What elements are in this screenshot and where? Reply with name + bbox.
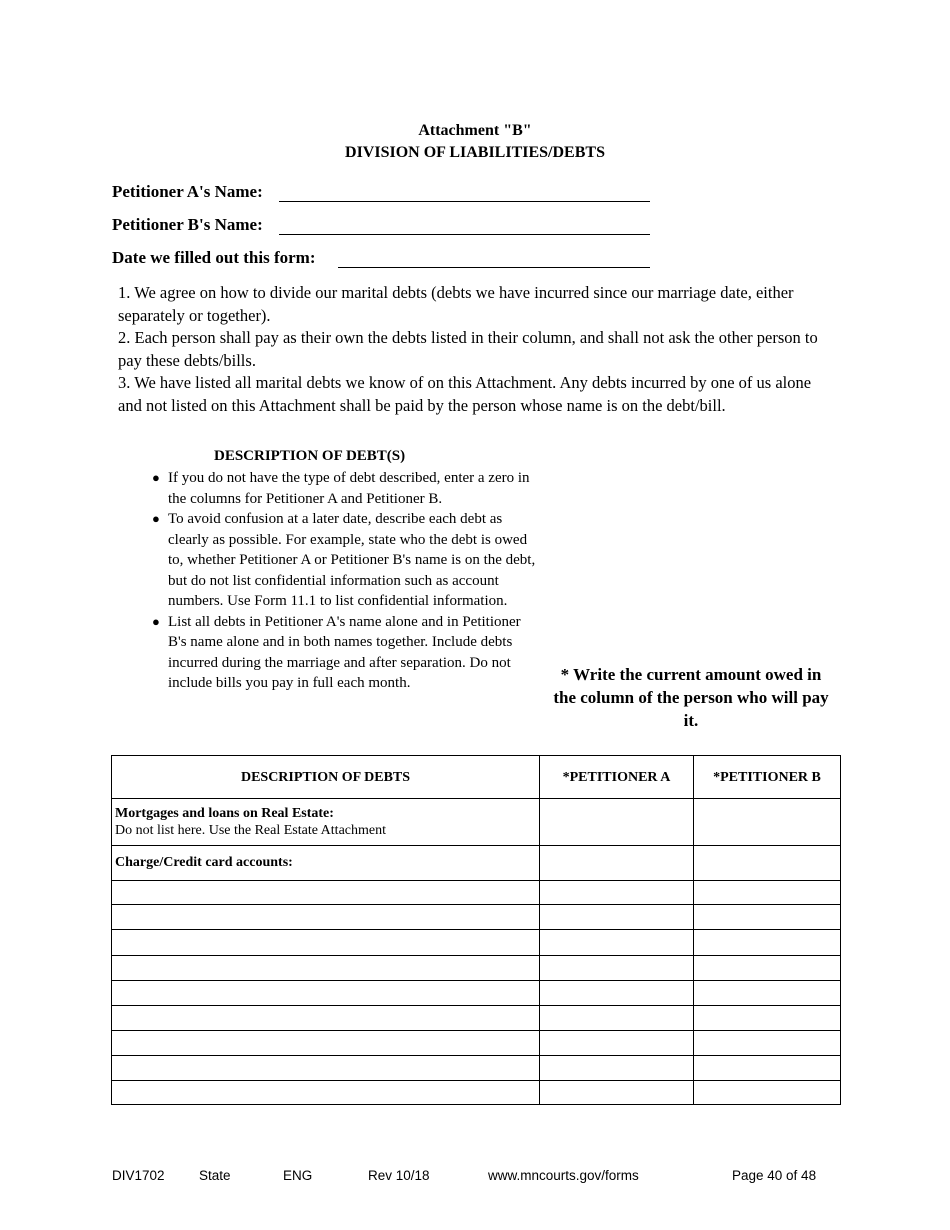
petitioner-a-amount-cell[interactable] xyxy=(540,956,694,981)
debt-description-cell[interactable] xyxy=(112,930,540,956)
amount-owed-note: * Write the current amount owed in the column of the person who will pay it. xyxy=(553,665,829,730)
column-header-petitioner-a: *PETITIONER A xyxy=(540,756,694,799)
petitioner-b-name-row xyxy=(112,215,652,239)
footer-page-number: Page 40 of 48 xyxy=(732,1168,817,1183)
petitioner-a-amount-cell[interactable] xyxy=(540,799,694,846)
instruction-item xyxy=(148,468,538,509)
petitioner-b-amount-cell[interactable] xyxy=(694,981,841,1006)
petitioner-b-amount-cell[interactable] xyxy=(694,1031,841,1056)
petitioner-b-amount-cell[interactable] xyxy=(694,1006,841,1031)
instruction-item xyxy=(148,509,538,612)
instruction-text: List all debts in Petitioner A's name alone and in Petitioner B's name alone and in both names together. Include debts incurred during the marriage and after separation. Do not include bills you pay in full each month. xyxy=(168,613,521,691)
table-row xyxy=(112,905,841,930)
petitioner-a-name-field[interactable] xyxy=(279,200,650,202)
debt-description-cell[interactable] xyxy=(112,1031,540,1056)
debt-description-cell[interactable] xyxy=(112,1056,540,1081)
footer-url[interactable]: www.mncourts.gov/forms xyxy=(488,1168,639,1183)
petitioner-a-amount-cell[interactable] xyxy=(540,905,694,930)
petitioner-a-amount-cell[interactable] xyxy=(540,1081,694,1105)
petitioner-b-name-field[interactable] xyxy=(279,233,650,235)
debts-table xyxy=(111,755,841,1105)
petitioner-b-amount-cell[interactable] xyxy=(694,1056,841,1081)
table-row xyxy=(112,1006,841,1031)
footer-language: ENG xyxy=(283,1168,313,1183)
petitioner-b-name-label: Petitioner B's Name: xyxy=(112,215,263,234)
debt-description-cell[interactable] xyxy=(112,1006,540,1031)
column-header-petitioner-b: *PETITIONER B xyxy=(694,756,841,799)
date-filled-row xyxy=(112,248,652,272)
table-row xyxy=(112,930,841,956)
debt-description-cell[interactable] xyxy=(112,1081,540,1105)
petitioner-b-amount-cell[interactable] xyxy=(694,799,841,846)
mortgages-description xyxy=(112,799,540,846)
petitioner-a-amount-cell[interactable] xyxy=(540,981,694,1006)
description-heading: DESCRIPTION OF DEBT(S) xyxy=(214,448,406,464)
credit-cards-title: Charge/Credit card accounts: xyxy=(115,855,293,870)
page-title: Attachment "B" xyxy=(418,122,532,139)
table-row xyxy=(112,956,841,981)
table-row xyxy=(112,1081,841,1105)
petitioner-a-name-label: Petitioner A's Name: xyxy=(112,182,263,201)
table-row-credit-cards xyxy=(112,846,841,881)
date-filled-field[interactable] xyxy=(338,266,650,268)
petitioner-a-amount-cell[interactable] xyxy=(540,1006,694,1031)
petitioner-b-amount-cell[interactable] xyxy=(694,930,841,956)
page-subtitle: DIVISION OF LIABILITIES/DEBTS xyxy=(345,144,605,161)
footer-form-id: DIV1702 xyxy=(112,1168,165,1183)
petitioner-b-amount-cell[interactable] xyxy=(694,846,841,881)
petitioner-b-amount-cell[interactable] xyxy=(694,881,841,905)
petitioner-a-amount-cell[interactable] xyxy=(540,930,694,956)
agreement-paragraph-2: 2. Each person shall pay as their own the debts listed in their column, and shall not ask the other person to pay these debts/bills. xyxy=(118,328,818,370)
petitioner-a-amount-cell[interactable] xyxy=(540,1056,694,1081)
footer-jurisdiction: State xyxy=(199,1168,231,1183)
instruction-list xyxy=(148,468,538,694)
credit-cards-description xyxy=(112,846,540,881)
mortgages-note: Do not list here. Use the Real Estate Attachment xyxy=(115,823,386,838)
petitioner-a-amount-cell[interactable] xyxy=(540,846,694,881)
agreement-paragraph-3: 3. We have listed all marital debts we know of on this Attachment. Any debts incurred by one of us alone and not listed on this Attachment shall be paid by the person whose name is on the debt/bill. xyxy=(118,373,812,415)
bullet-icon: ● xyxy=(152,470,160,485)
petitioner-a-name-row xyxy=(112,182,652,206)
debt-description-cell[interactable] xyxy=(112,905,540,930)
footer-revision: Rev 10/18 xyxy=(368,1168,430,1183)
table-row xyxy=(112,881,841,905)
bullet-icon: ● xyxy=(152,511,160,526)
petitioner-b-amount-cell[interactable] xyxy=(694,1081,841,1105)
instruction-text: If you do not have the type of debt described, enter a zero in the columns for Petitioner A and Petitioner B. xyxy=(168,470,530,507)
date-filled-label: Date we filled out this form: xyxy=(112,248,316,267)
instruction-item xyxy=(148,612,538,694)
debt-description-cell[interactable] xyxy=(112,956,540,981)
petitioner-b-amount-cell[interactable] xyxy=(694,905,841,930)
petitioner-a-amount-cell[interactable] xyxy=(540,881,694,905)
agreement-paragraph-1: 1. We agree on how to divide our marital debts (debts we have incurred since our marriage date, either separately or together). xyxy=(118,283,794,325)
debt-description-cell[interactable] xyxy=(112,981,540,1006)
petitioner-b-amount-cell[interactable] xyxy=(694,956,841,981)
agreement-paragraphs xyxy=(118,282,830,417)
table-row-mortgages xyxy=(112,799,841,846)
bullet-icon: ● xyxy=(152,613,160,629)
table-header-row xyxy=(112,756,841,799)
debt-description-cell[interactable] xyxy=(112,881,540,905)
petitioner-a-amount-cell[interactable] xyxy=(540,1031,694,1056)
table-row xyxy=(112,1056,841,1081)
table-row xyxy=(112,1031,841,1056)
column-header-description: DESCRIPTION OF DEBTS xyxy=(112,756,540,799)
instruction-text: To avoid confusion at a later date, describe each debt as clearly as possible. For example, state who the debt is owed to, whether Petitioner A or Petitioner B's name is on the debt, but do not list confidential information such as account numbers. Use Form 11.1 to list confidential information. xyxy=(168,511,536,609)
table-row xyxy=(112,981,841,1006)
mortgages-title: Mortgages and loans on Real Estate: xyxy=(115,806,334,821)
